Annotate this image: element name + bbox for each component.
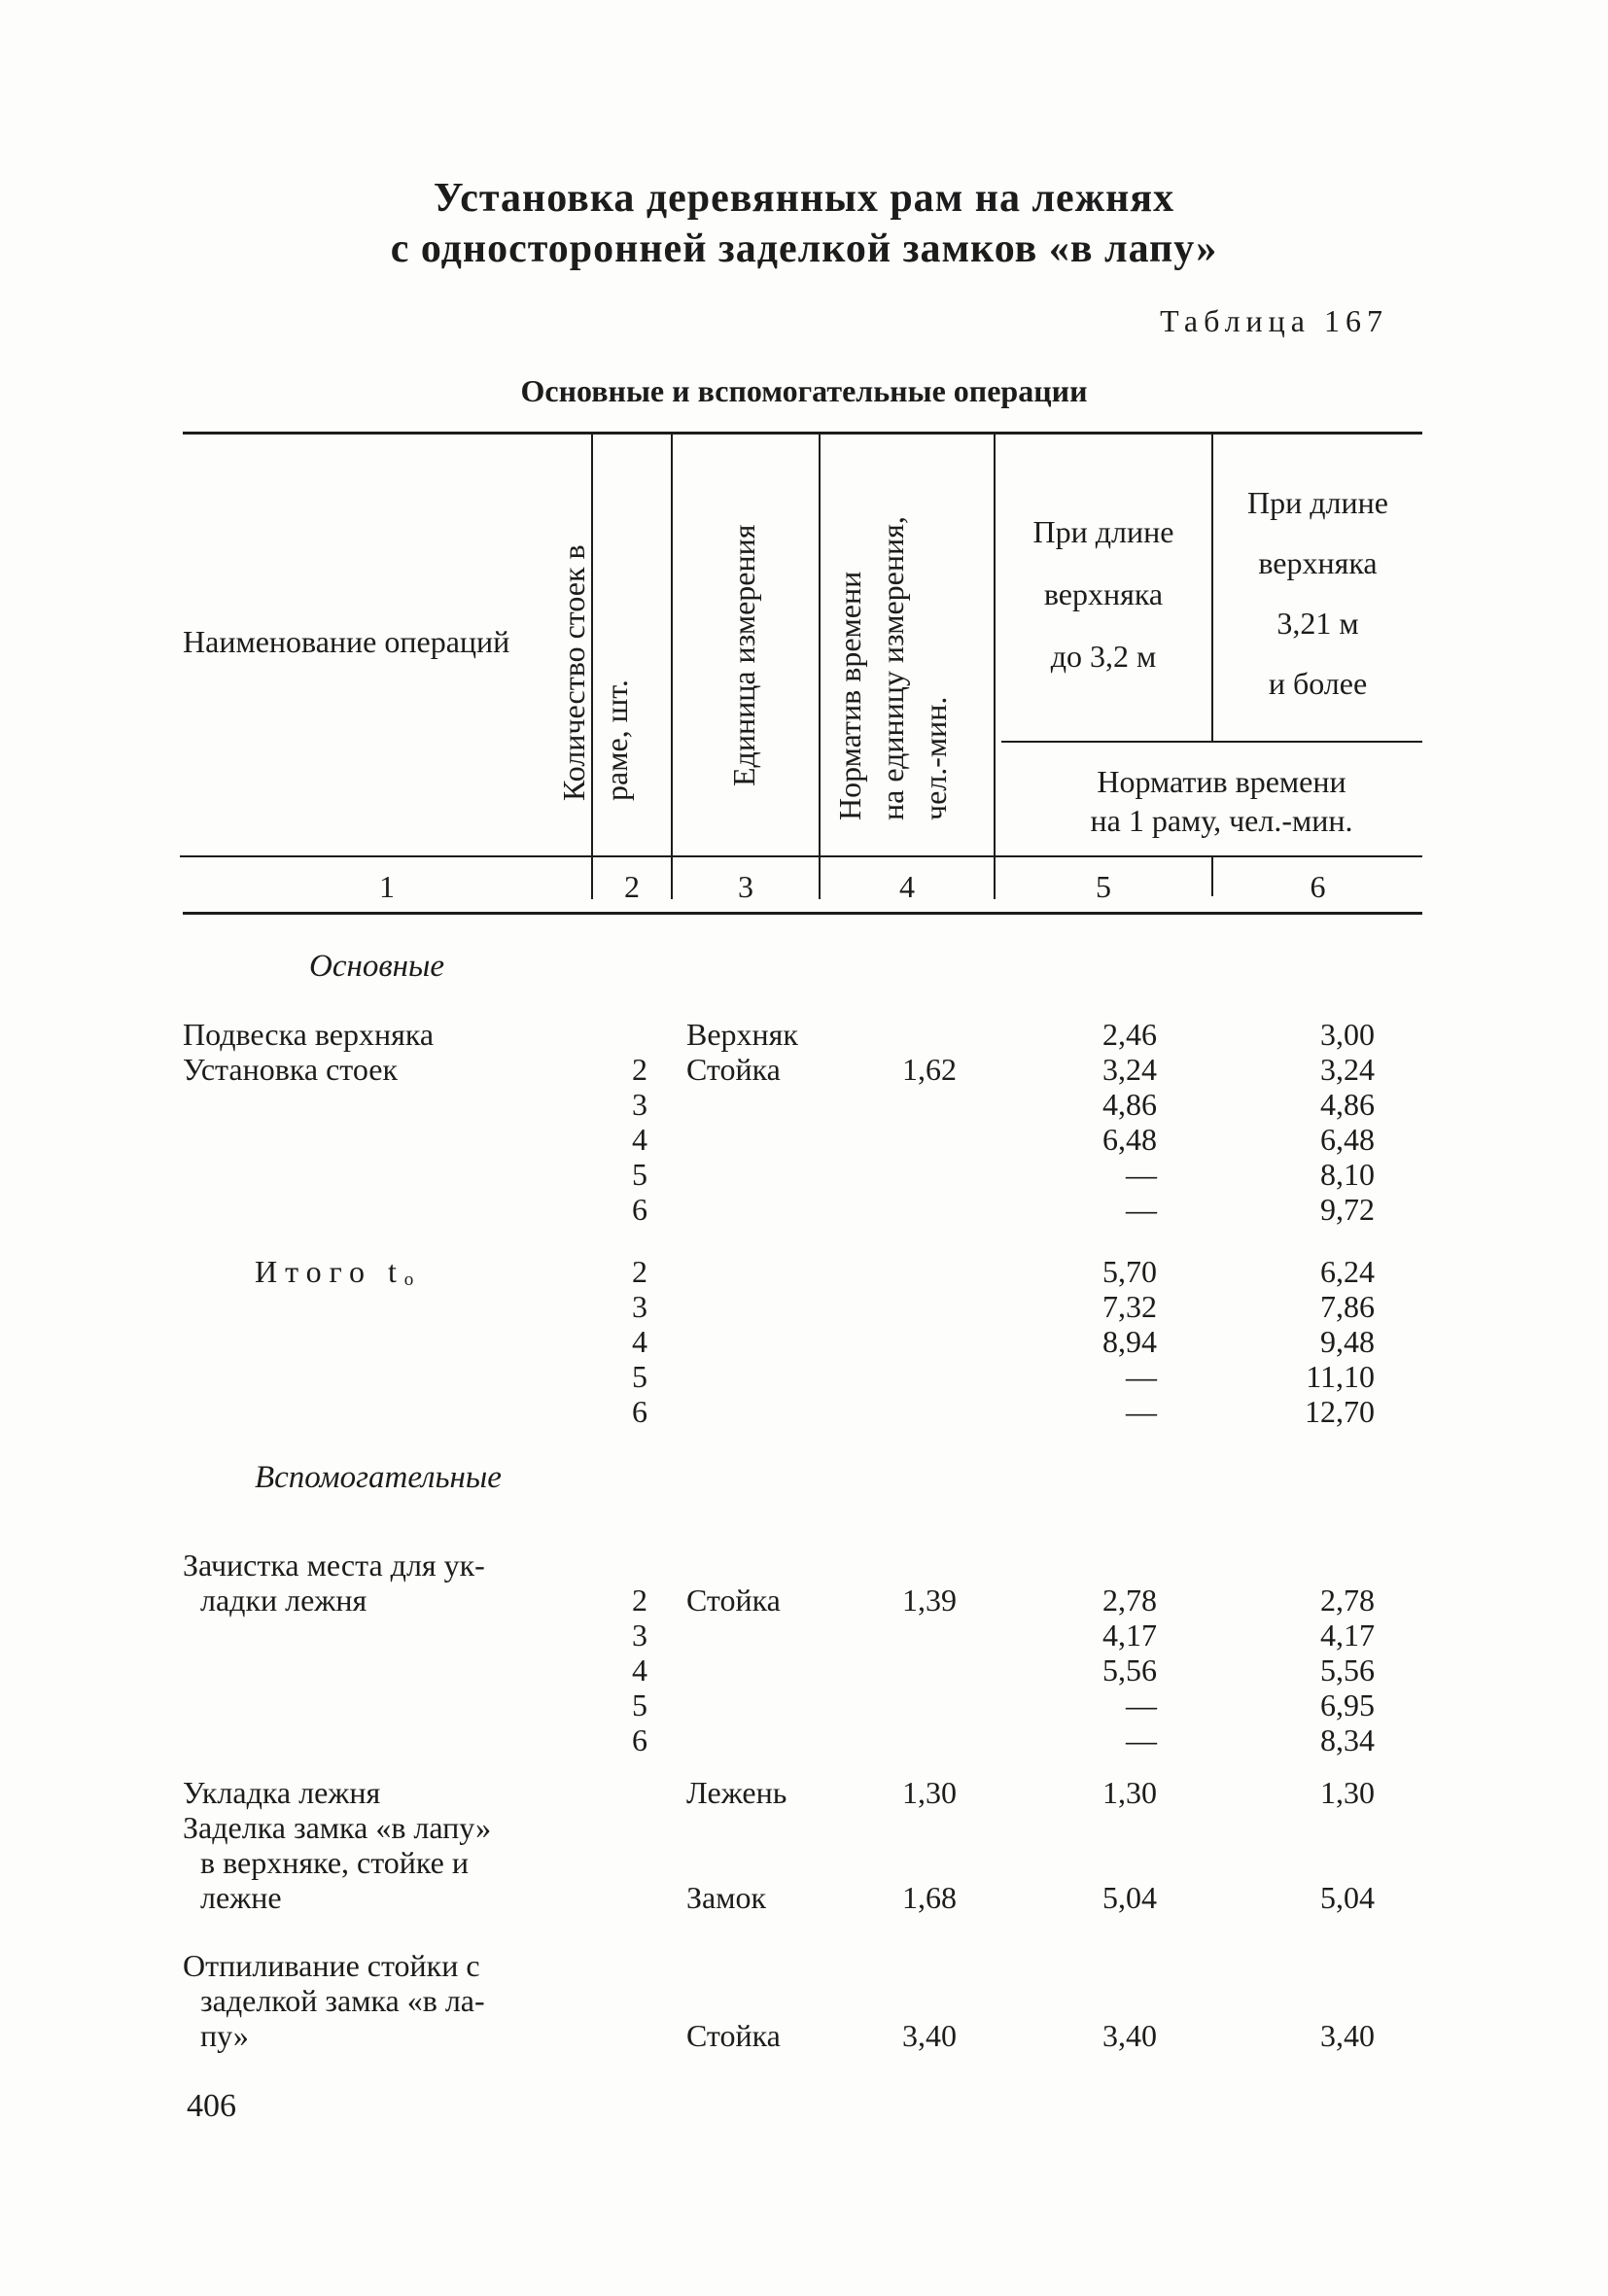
value-cell: 8,94 <box>1102 1324 1157 1359</box>
value-cell: 3,24 <box>1102 1052 1157 1087</box>
value-cell: 2,78 <box>1102 1583 1157 1618</box>
col-number-6: 6 <box>1310 869 1326 904</box>
table-top-rule <box>183 432 1422 435</box>
value-cell: 5,56 <box>1102 1652 1157 1687</box>
col-number-3: 3 <box>738 869 753 904</box>
col-number-4: 4 <box>899 869 915 904</box>
value-cell: 8,10 <box>1320 1157 1375 1192</box>
header-span-norm <box>1021 762 1422 840</box>
count-cell: 3 <box>632 1087 647 1122</box>
row-suspension-unit: Верхняк <box>686 1017 798 1052</box>
header-col5-line-1: При длине <box>1032 514 1174 549</box>
value-cell: — <box>1126 1359 1157 1394</box>
section-main: Основные <box>309 949 445 984</box>
row-saw-name-1: Отпиливание стойки с <box>183 1948 480 1983</box>
row-lock-name-2: в верхняке, стойке и <box>200 1845 469 1880</box>
count-cell: 6 <box>632 1394 647 1429</box>
col-number-2: 2 <box>624 869 640 904</box>
count-cell: 5 <box>632 1157 647 1192</box>
header-operation-name: Наименование операций <box>183 624 510 659</box>
header-norm-line-3: чел.-мин. <box>918 696 953 820</box>
row-lay-v6: 1,30 <box>1320 1775 1375 1810</box>
count-cell: 4 <box>632 1652 647 1687</box>
row-posts-v5 <box>1031 1052 1157 1227</box>
value-cell: 9,72 <box>1320 1192 1375 1227</box>
value-cell: 7,32 <box>1102 1289 1157 1324</box>
count-cell: 3 <box>632 1618 647 1652</box>
header-col5-line-2: верхняка <box>1043 576 1164 611</box>
row-suspension-v6: 3,00 <box>1320 1017 1375 1052</box>
row-suspension-v5: 2,46 <box>1102 1017 1157 1052</box>
title-line-2: с односторонней заделкой замков «в лапу» <box>390 226 1218 271</box>
value-cell: — <box>1126 1687 1157 1722</box>
row-clean-v6 <box>1244 1583 1375 1757</box>
header-bottom-rule <box>180 855 1422 857</box>
header-col5 <box>996 501 1211 687</box>
value-cell: 7,86 <box>1320 1289 1375 1324</box>
section-aux: Вспомогательные <box>255 1460 502 1495</box>
row-posts-v6 <box>1244 1052 1375 1227</box>
row-lock-unit: Замок <box>686 1880 767 1915</box>
value-cell: 6,48 <box>1320 1122 1375 1157</box>
row-lock-name-1: Заделка замка «в лапу» <box>183 1810 492 1845</box>
value-cell: 8,34 <box>1320 1722 1375 1757</box>
row-saw-v6: 3,40 <box>1320 2018 1375 2053</box>
row-clean-counts <box>622 1583 647 1757</box>
count-cell: 5 <box>632 1687 647 1722</box>
header-col6-line-2: верхняка <box>1258 545 1378 580</box>
row-clean-name-1: Зачистка места для ук- <box>183 1548 485 1583</box>
header-count <box>552 490 638 801</box>
page-number: 406 <box>187 2088 236 2124</box>
count-cell: 5 <box>632 1359 647 1394</box>
count-cell: 2 <box>632 1052 647 1087</box>
count-cell: 3 <box>632 1289 647 1324</box>
header-col6-line-3: 3,21 м <box>1276 606 1359 641</box>
header-span-line-2: на 1 раму, чел.-мин. <box>1090 803 1353 838</box>
header-col6-line-4: и более <box>1268 666 1368 701</box>
value-cell: 6,95 <box>1320 1687 1375 1722</box>
count-cell: 4 <box>632 1324 647 1359</box>
row-lay-unit: Лежень <box>686 1775 787 1810</box>
count-cell: 2 <box>632 1583 647 1618</box>
row-saw-norm: 3,40 <box>902 2018 957 2053</box>
row-lock-norm: 1,68 <box>902 1880 957 1915</box>
row-clean-name-2: ладки лежня <box>200 1583 367 1618</box>
header-norm <box>828 470 957 820</box>
row-lock-v6: 5,04 <box>1320 1880 1375 1915</box>
count-cell: 6 <box>632 1192 647 1227</box>
table-label: Таблица 167 <box>1160 303 1388 338</box>
row-lock-name-3: лежне <box>200 1880 282 1915</box>
header-span-line-1: Норматив времени <box>1097 764 1346 799</box>
header-unit-line-1: Единица измерения <box>726 524 761 786</box>
value-cell: 4,17 <box>1320 1618 1375 1652</box>
value-cell: 5,56 <box>1320 1652 1375 1687</box>
value-cell: 11,10 <box>1306 1359 1375 1394</box>
row-saw-v5: 3,40 <box>1102 2018 1157 2053</box>
row-total-v6 <box>1244 1254 1375 1429</box>
title-line-1: Установка деревянных рам на лежнях <box>433 176 1175 221</box>
value-cell: 6,48 <box>1102 1122 1157 1157</box>
value-cell: — <box>1126 1157 1157 1192</box>
span-header-rule <box>1001 741 1422 743</box>
row-saw-name-3: пу» <box>200 2018 249 2053</box>
row-lock-v5: 5,04 <box>1102 1880 1157 1915</box>
value-cell: — <box>1126 1394 1157 1429</box>
value-cell: — <box>1126 1192 1157 1227</box>
row-lay-norm: 1,30 <box>902 1775 957 1810</box>
row-suspension-name: Подвеска верхняка <box>183 1017 435 1052</box>
header-count-line-1: Количество стоек в <box>556 544 591 801</box>
row-posts-norm: 1,62 <box>902 1052 957 1087</box>
row-posts-unit: Стойка <box>686 1052 781 1087</box>
header-col6-line-1: При длине <box>1247 485 1388 520</box>
value-cell: 4,86 <box>1320 1087 1375 1122</box>
value-cell: 4,86 <box>1102 1087 1157 1122</box>
row-total-name: Итого tₒ <box>255 1254 422 1289</box>
numbers-bottom-rule <box>183 912 1422 915</box>
header-norm-line-1: Норматив времени <box>832 571 867 820</box>
row-total-v5 <box>1031 1254 1157 1429</box>
value-cell: 2,78 <box>1320 1583 1375 1618</box>
header-unit <box>722 504 765 786</box>
header-norm-line-2: на единицу измерения, <box>875 516 910 820</box>
row-total-counts <box>622 1254 647 1429</box>
row-saw-unit: Стойка <box>686 2018 781 2053</box>
table-subtitle: Основные и вспомогательные операции <box>520 373 1088 408</box>
row-saw-name-2: заделкой замка «в ла- <box>200 1983 485 2018</box>
value-cell: 4,17 <box>1102 1618 1157 1652</box>
row-posts-counts <box>622 1052 647 1227</box>
row-posts-name: Установка стоек <box>183 1052 398 1087</box>
col-number-1: 1 <box>379 869 395 904</box>
header-count-line-2: раме, шт. <box>599 679 634 801</box>
row-lay-v5: 1,30 <box>1102 1775 1157 1810</box>
value-cell: — <box>1126 1722 1157 1757</box>
count-cell: 6 <box>632 1722 647 1757</box>
row-clean-norm: 1,39 <box>902 1583 957 1618</box>
header-col5-line-3: до 3,2 м <box>1050 639 1157 674</box>
header-col6 <box>1213 472 1422 713</box>
col-divider-2 <box>671 435 673 899</box>
value-cell: 12,70 <box>1305 1394 1375 1429</box>
value-cell: 9,48 <box>1320 1324 1375 1359</box>
row-lay-name: Укладка лежня <box>183 1775 381 1810</box>
col-number-5: 5 <box>1096 869 1111 904</box>
col-divider-3 <box>819 435 821 899</box>
count-cell: 2 <box>632 1254 647 1289</box>
count-cell: 4 <box>632 1122 647 1157</box>
value-cell: 6,24 <box>1320 1254 1375 1289</box>
value-cell: 3,24 <box>1320 1052 1375 1087</box>
value-cell: 5,70 <box>1102 1254 1157 1289</box>
row-clean-v5 <box>1031 1583 1157 1757</box>
row-clean-unit: Стойка <box>686 1583 781 1618</box>
